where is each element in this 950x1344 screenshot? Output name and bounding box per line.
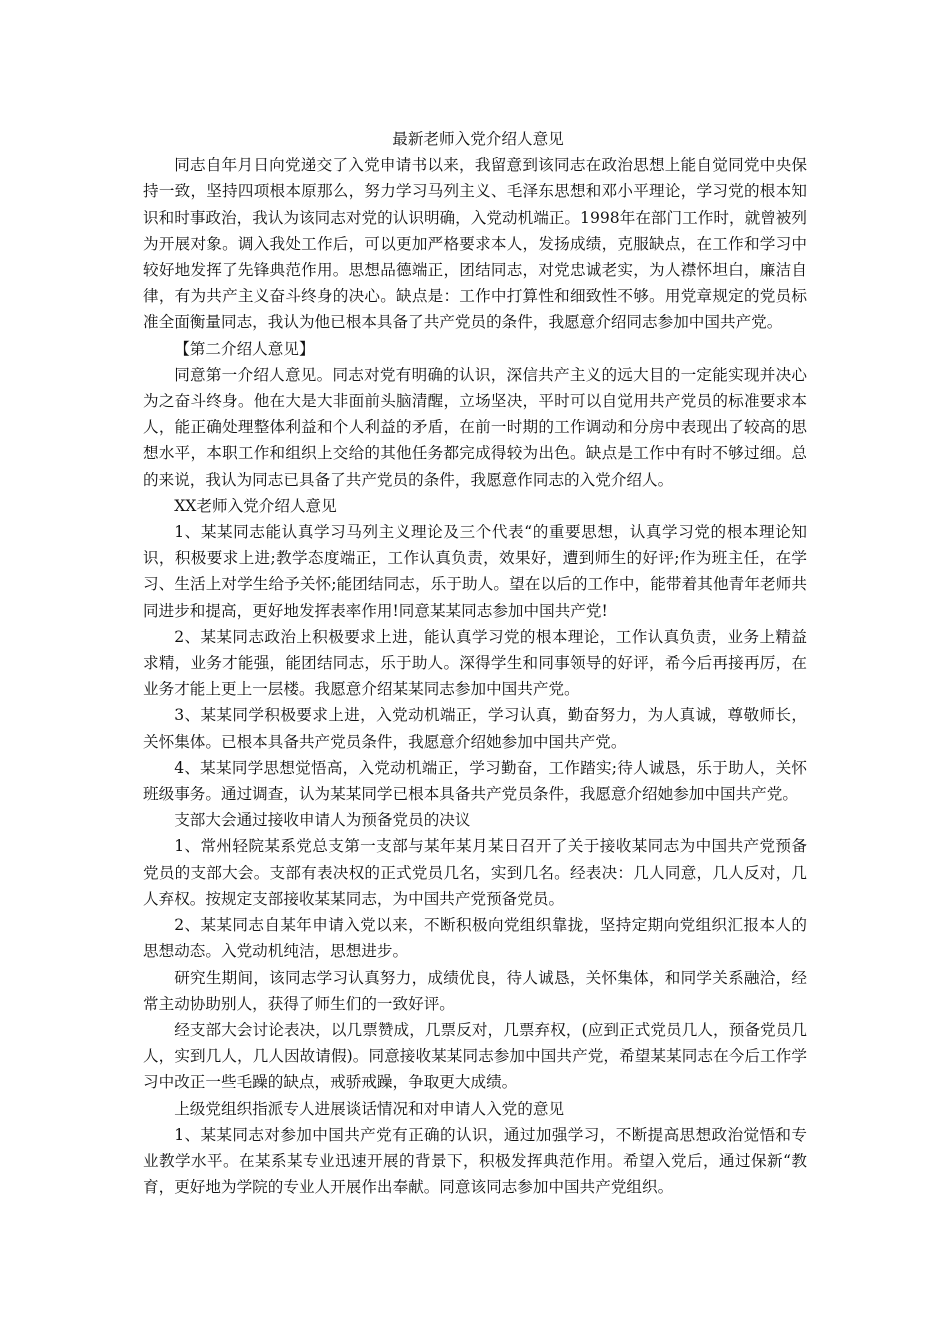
paragraph-first-sponsor-opinion: 同志自年月日向党递交了入党申请书以来，我留意到该同志在政治思想上能自觉同党中央保持一致，坚持四项根本原那么，努力学习马列主义、毛泽东思想和邓小平理论，学习党的根本知识和时事政治，我认为该同志对党的认识明确，入党动机端正。1998年在部门工作时，就曾被列为开展对象。调入我处工作后，可以更加严格要求本人，发扬成绩，克服缺点，在工作和学习中较好地发挥了先锋典范作用。思想品德端正，团结同志，对党忠诚老实，为人襟怀坦白，廉洁自律，有为共产主义奋斗终身的决心。缺点是：工作中打算性和细致性不够。用党章规定的党员标准全面衡量同志，我认为他已根本具备了共产党员的条件，我愿意介绍同志参加中国共产党。 [143,156,807,332]
paragraph-resolution-graduate: 研究生期间，该同志学习认真努力，成绩优良，待人诚恳，关怀集体，和同学关系融洽，经常主动协助别人，获得了师生们的一致好评。 [143,968,807,1013]
paragraph-resolution-vote: 经支部大会讨论表决，以几票赞成，几票反对，几票弃权，(应到正式党员几人，预备党员几人，实到几人，几人因故请假)。同意接收某某同志参加中国共产党，希望某某同志在今后工作学习中改正一些毛躁的缺点，戒骄戒躁，争取更大成绩。 [143,1020,807,1092]
paragraph-superior-opinion-1: 1、某某同志对参加中国共产党有正确的认识，通过加强学习，不断提高思想政治觉悟和专业教学水平。在某系某专业迅速开展的背景下，积极发挥典范作用。希望入党后，通过保新“教育，更好地为学院的专业人开展作出奉献。同意该同志参加中国共产党组织。 [143,1125,807,1197]
paragraph-teacher-opinion-1: 1、某某同志能认真学习马列主义理论及三个代表“的重要思想，认真学习党的根本理论知识，积极要求上进;教学态度端正，工作认真负责，效果好，遭到师生的好评;作为班主任，在学习、生活上对学生给予关怀;能团结同志，乐于助人。望在以后的工作中，能带着其他青年老师共同进步和提高，更好地发挥表率作用!同意某某同志参加中国共产党! [143,523,807,620]
paragraph-resolution-1: 1、常州轻院某系党总支第一支部与某年某月某日召开了关于接收某同志为中国共产党预备党员的支部大会。支部有表决权的正式党员几名，实到几名。经表决：几人同意，几人反对，几人弃权。按规定支部接收某某同志，为中国共产党预备党员。 [143,837,807,908]
heading-second-sponsor: 【第二介绍人意见】 [174,339,315,358]
paragraph-teacher-opinion-2: 2、某某同志政治上积极要求上进，能认真学习党的根本理论，工作认真负责，业务上精益求精，业务才能强，能团结同志，乐于助人。深得学生和同事领导的好评，希今后再接再厉，在业务才能上更上一层楼。我愿意介绍某某同志参加中国共产党。 [143,627,807,699]
paragraph-second-sponsor-opinion: 同意第一介绍人意见。同志对党有明确的认识，深信共产主义的远大目的一定能实现并决心为之奋斗终身。他在大是大非面前头脑清醒，立场坚决，平时可以自觉用共产党员的标准要求本人，能正确处理整体利益和个人利益的矛盾，在前一时期的工作调动和分房中表现出了较高的思想水平，本职工作和组织上交给的其他任务都完成得较为出色。缺点是工作中有时不够过细。总的来说，我认为同志已具备了共产党员的条件，我愿意作同志的入党介绍人。 [143,365,807,489]
heading-superior-talk: 上级党组织指派专人进展谈话情况和对申请人入党的意见 [174,1099,565,1118]
document-page [143,126,807,1200]
paragraph-resolution-2: 2、某某同志自某年申请入党以来，不断积极向党组织靠拢，坚持定期向党组织汇报本人的思想动态。入党动机纯洁，思想进步。 [143,916,807,961]
paragraph-teacher-opinion-4: 4、某某同学思想觉悟高，入党动机端正，学习勤奋，工作踏实;待人诚恳，乐于助人，关怀班级事务。通过调查，认为某某同学已根本具备共产党员条件，我愿意介绍她参加中国共产党。 [143,758,807,804]
paragraph-teacher-opinion-3: 3、某某同学积极要求上进，入党动机端正，学习认真，勤奋努力，为人真诚，尊敬师长，关怀集体。已根本具备共产党员条件，我愿意介绍她参加中国共产党。 [143,706,807,751]
heading-branch-resolution: 支部大会通过接收申请人为预备党员的决议 [174,811,471,830]
heading-teacher-opinions: XX老师入党介绍人意见 [174,496,337,515]
document-title: 最新老师入党介绍人意见 [392,130,564,148]
